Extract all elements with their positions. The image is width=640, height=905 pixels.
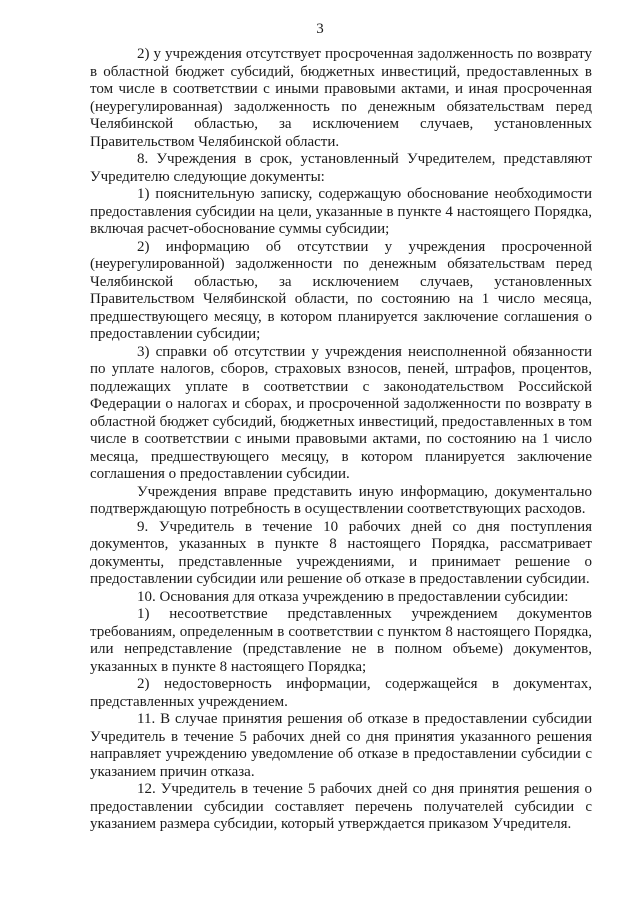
paragraph-9-review: 9. Учредитель в течение 10 рабочих дней со дня поступления документов, указанных в пункте 8 настоящего Порядка, рассматривает документы, представленные учреждениями, и принимает решение о предоставлении субсидии или решение об отказе в предоставлении субсидии. — [90, 518, 592, 587]
paragraph-8-additional-info: Учреждения вправе представить иную информацию, документально подтверждающую потребность в осуществлении соответствующих расходов. — [90, 483, 592, 517]
paragraph-11-refusal-notice: 11. В случае принятия решения об отказе в предоставлении субсидии Учредитель в течение 5 рабочих дней со дня принятия указанного решения направляет учреждению уведомление об отказе в предоставлении субсидии с указанием причин отказа. — [90, 711, 592, 780]
paragraph-2-no-overdue-debt: 2) у учреждения отсутствует просроченная задолженность по возврату в областной бюджет субсидий, бюджетных инвестиций, предоставленных в том числе в соответствии с иными правовыми актами, и иная просроченная (неурегулированная) задолженность по денежным обязательствам перед Челябинской областью, за исключением случаев, установленных Правительством Челябинской области. — [90, 46, 592, 150]
paragraph-8-documents-list: 8. Учреждения в срок, установленный Учредителем, представляют Учредителю следующие документы: — [90, 151, 592, 185]
paragraph-8-2-debt-information: 2) информацию об отсутствии у учреждения просроченной (неурегулированной) задолженности по денежным обязательствам перед Челябинской областью, за исключением случаев, установленных Правительством Челябинской области, по состоянию на 1 число месяца, предшествующего месяцу, в котором планируется заключение соглашения о предоставлении субсидии; — [90, 238, 592, 342]
paragraph-8-3-tax-certificates: 3) справки об отсутствии у учреждения неисполненной обязанности по уплате налогов, сборов, страховых взносов, пеней, штрафов, процентов, подлежащих уплате в соответствии с законодательством Российской Федерации о налогах и сборах, и просроченной задолженности по возврату в областной бюджет субсидий, бюджетных инвестиций, предоставленных в том числе в соответствии с иными правовыми актами, по состоянию на 1 число месяца, предшествующего месяцу, в котором планируется заключение соглашения о предоставлении субсидии. — [90, 343, 592, 482]
document-body — [90, 46, 592, 834]
paragraph-10-2-unreliability: 2) недостоверность информации, содержащейся в документах, представленных учреждением. — [90, 676, 592, 710]
paragraph-8-1-explanatory-note: 1) пояснительную записку, содержащую обоснование необходимости предоставления субсидии на цели, указанные в пункте 4 настоящего Порядка, включая расчет-обоснование суммы субсидии; — [90, 186, 592, 237]
paragraph-12-recipients-list: 12. Учредитель в течение 5 рабочих дней со дня принятия решения о предоставлении субсидии составляет перечень получателей субсидии с указанием размера субсидии, который утверждается приказом Учредителя. — [90, 781, 592, 832]
page-number: 3 — [316, 21, 324, 37]
paragraph-10-1-nonconformity: 1) несоответствие представленных учреждением документов требованиям, определенным в соответствии с пунктом 8 настоящего Порядка, или непредставление (представление не в полном объеме) документов, указанных в пункте 8 настоящего Порядка; — [90, 606, 592, 675]
paragraph-10-refusal-grounds: 10. Основания для отказа учреждению в предоставлении субсидии: — [137, 588, 569, 605]
